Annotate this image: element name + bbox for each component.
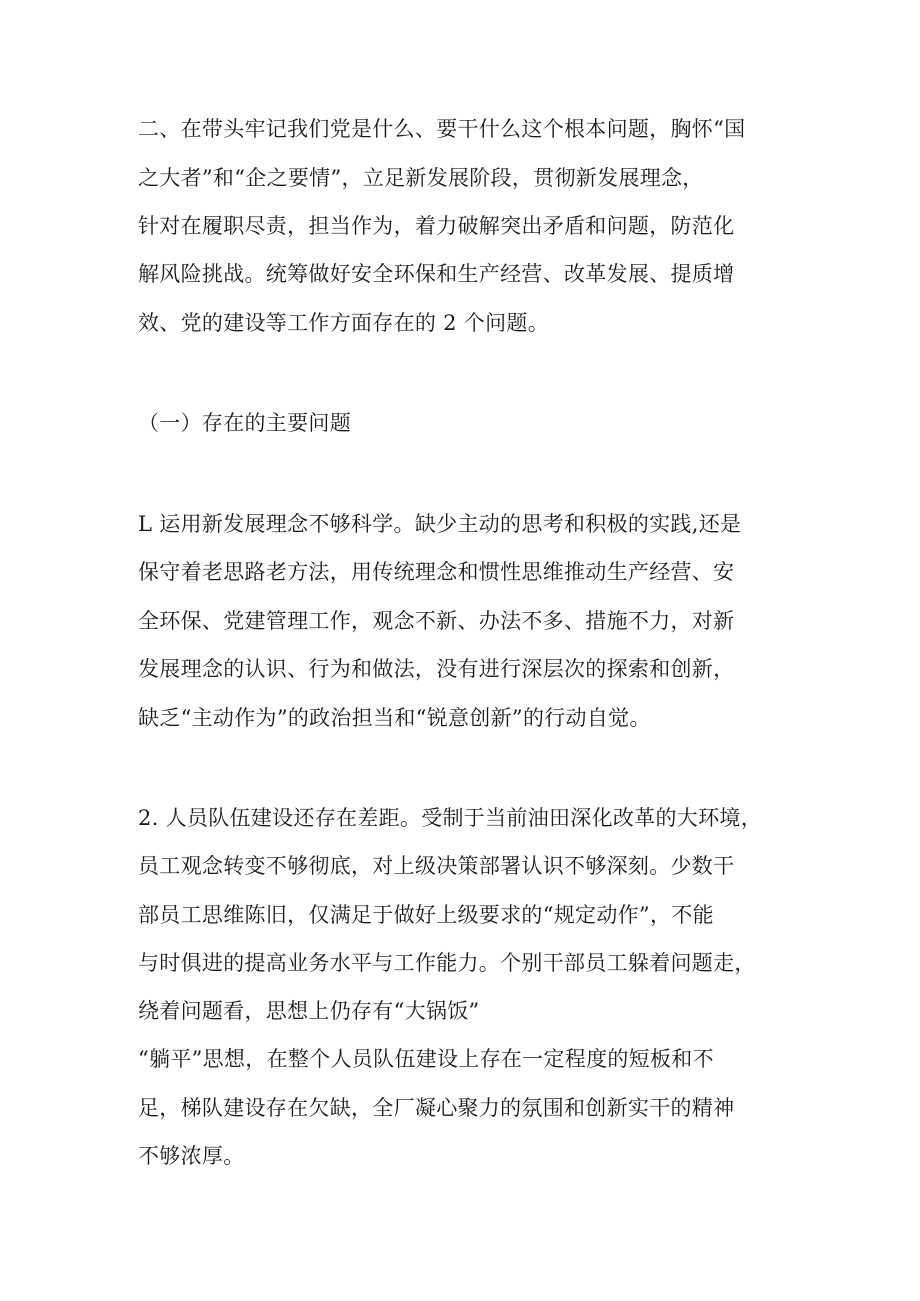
text-line: 之大者”和“企之要情”，立足新发展阶段，贯彻新发展理念， bbox=[138, 166, 704, 190]
text-line: 解风险挑战。统筹做好安全环保和生产经营、改革发展、提质增 bbox=[138, 262, 735, 286]
text-line: 员工观念转变不够彻底，对上级决策部署认识不够深刻。少数干 bbox=[138, 854, 735, 878]
text-line: 部员工思维陈旧，仅满足于做好上级要求的“规定动作”，不能 bbox=[138, 903, 714, 927]
text-line: “躺平”思想，在整个人员队伍建设上存在一定程度的短板和不 bbox=[138, 1047, 714, 1071]
text-line: 足，梯队建设存在欠缺，全厂凝心聚力的氛围和创新实干的精神 bbox=[138, 1096, 735, 1120]
subheading: （一）存在的主要问题 bbox=[138, 411, 351, 435]
text-line: 不够浓厚。 bbox=[138, 1144, 245, 1168]
text-line: 与时俱进的提高业务水平与工作能力。个别干部员工躲着问题走， bbox=[138, 951, 756, 975]
text-line: L 运用新发展理念不够科学。缺少主动的思考和积极的实践,还是 bbox=[138, 512, 742, 536]
text-line: 针对在履职尽责，担当作为，着力破解突出矛盾和问题，防范化 bbox=[138, 214, 735, 238]
text-line: 全环保、党建管理工作，观念不新、办法不多、措施不力，对新 bbox=[138, 609, 735, 633]
text-line: 2. 人员队伍建设还存在差距。受制于当前油田深化改革的大环境， bbox=[138, 806, 763, 830]
text-line: 发展理念的认识、行为和做法，没有进行深层次的探索和创新， bbox=[138, 657, 735, 681]
text-line: 二、在带头牢记我们党是什么、要干什么这个根本问题，胸怀“国 bbox=[138, 117, 746, 141]
text-line: 绕着问题看，思想上仍存有“大锅饭” bbox=[138, 999, 480, 1023]
text-line: 效、党的建设等工作方面存在的 2 个问题。 bbox=[138, 311, 550, 335]
text-line: 缺乏“主动作为”的政治担当和“锐意创新”的行动自觉。 bbox=[138, 706, 651, 730]
text-line: 保守着老思路老方法，用传统理念和惯性思维推动生产经营、安 bbox=[138, 560, 735, 584]
